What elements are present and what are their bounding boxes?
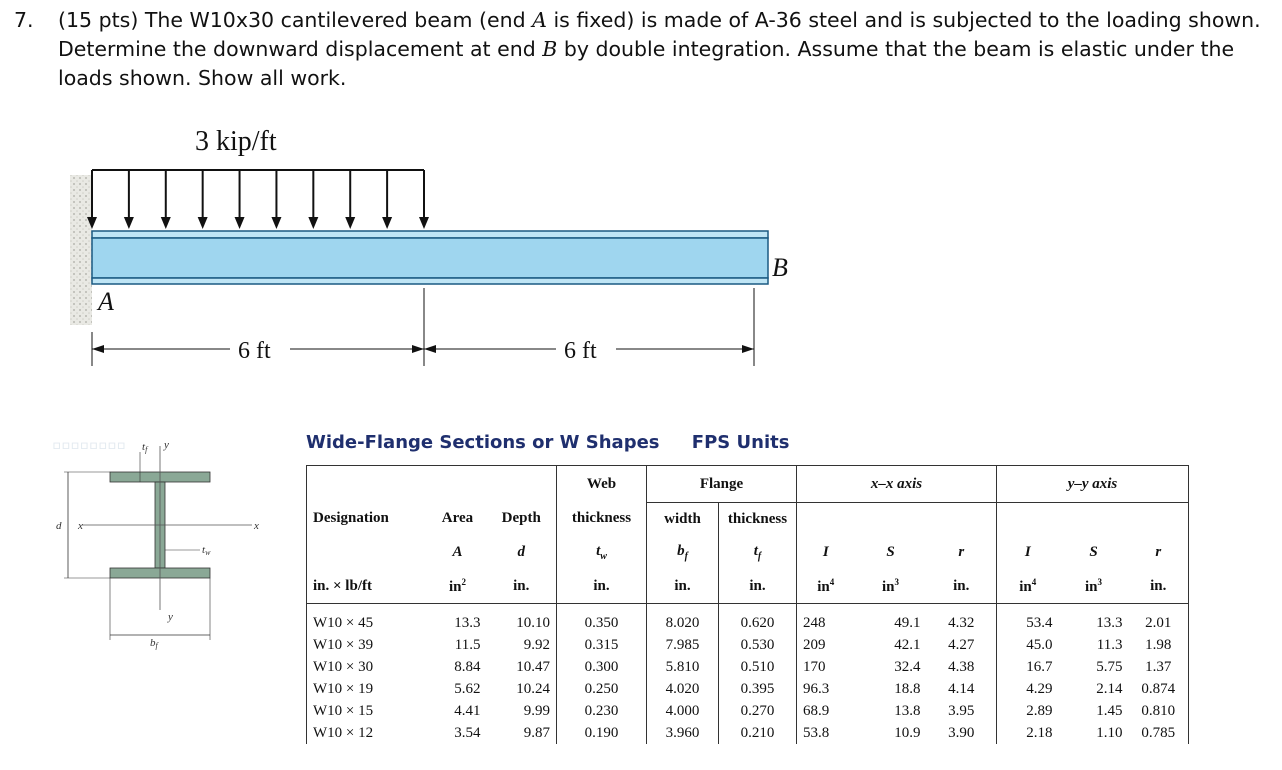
sym-tw: $t_w$ bbox=[557, 535, 647, 569]
table-row bbox=[307, 634, 1189, 656]
dim-arrow-mid-left bbox=[412, 345, 424, 353]
cell-des: W10 × 45 bbox=[307, 604, 429, 635]
table-title-row bbox=[306, 432, 815, 453]
sym-sx: S bbox=[886, 543, 895, 560]
unit-ix: $in^4$ bbox=[797, 569, 855, 604]
cell-ix: 68.9 bbox=[797, 700, 855, 722]
problem-var-b: B bbox=[542, 37, 558, 61]
cell-sx: 13.8 bbox=[894, 702, 921, 719]
fixed-support bbox=[70, 175, 92, 325]
table-units: FPS Units bbox=[691, 432, 790, 453]
cell-a: 13.3 bbox=[454, 614, 481, 631]
cell-ry: 0.810 bbox=[1129, 700, 1189, 722]
problem-var-a: A bbox=[532, 8, 547, 32]
cell-rx: 4.32 bbox=[948, 614, 975, 631]
cell-rx: 3.90 bbox=[948, 724, 975, 741]
cell-sx: 18.8 bbox=[894, 680, 921, 697]
cell-ix: 248 bbox=[797, 604, 855, 635]
cell-d: 10.47 bbox=[516, 658, 550, 675]
cell-a: 3.54 bbox=[454, 724, 481, 741]
sym-ix: I bbox=[797, 535, 855, 569]
label-a: A bbox=[98, 287, 114, 316]
problem-text-2: is fixed) is made of A-36 steel and is subjected to the loading shown. Determine the downward displacement at end bbox=[58, 8, 1261, 61]
load-arrow-head bbox=[161, 217, 171, 229]
cell-d: 10.24 bbox=[516, 680, 550, 697]
load-arrow-head bbox=[419, 217, 429, 229]
load-arrow-head bbox=[124, 217, 134, 229]
sym-depth: d bbox=[517, 543, 525, 560]
sym-sy: S bbox=[1089, 543, 1098, 560]
header-depth: Depth bbox=[501, 510, 541, 527]
cell-ry: 1.98 bbox=[1129, 634, 1189, 656]
table-row bbox=[307, 656, 1189, 678]
beam-bottom-flange bbox=[92, 278, 768, 284]
dim-label-left: 6 ft bbox=[238, 338, 271, 364]
cell-bf: 4.020 bbox=[665, 680, 700, 697]
cell-sy: 13.3 bbox=[1096, 614, 1123, 631]
cell-iy: 4.29 bbox=[997, 678, 1059, 700]
cell-sy: 5.75 bbox=[1096, 658, 1123, 675]
table-row bbox=[307, 722, 1189, 744]
cell-d: 9.92 bbox=[523, 636, 550, 653]
load-arrow-head bbox=[271, 217, 281, 229]
cell-des: W10 × 12 bbox=[307, 722, 429, 744]
header-xx-axis: x–x axis bbox=[797, 466, 997, 503]
table-row bbox=[307, 678, 1189, 700]
load-arrow-head bbox=[308, 217, 318, 229]
cell-sx: 42.1 bbox=[894, 636, 921, 653]
table-title: Wide-Flange Sections or W Shapes bbox=[306, 432, 660, 453]
header-web-thickness: thickness bbox=[557, 503, 647, 536]
unit-sx: $in^3$ bbox=[855, 569, 927, 604]
header-flange: Flange bbox=[647, 466, 797, 503]
cell-d: 10.10 bbox=[516, 614, 550, 631]
unit-sy: $in^3$ bbox=[1059, 569, 1129, 604]
cell-a: 11.5 bbox=[454, 636, 481, 653]
load-arrow-head bbox=[235, 217, 245, 229]
section-label-tw: tw bbox=[202, 544, 211, 557]
unit-tw: in. bbox=[557, 569, 647, 604]
table-row bbox=[307, 604, 1189, 635]
header-designation: Designation bbox=[307, 503, 429, 536]
cell-tw: 0.350 bbox=[557, 604, 647, 635]
cell-des: W10 × 39 bbox=[307, 634, 429, 656]
section-label-y-bottom: y bbox=[168, 611, 173, 623]
wide-flange-table bbox=[306, 465, 1189, 744]
cell-tw: 0.230 bbox=[557, 700, 647, 722]
cell-rx: 3.95 bbox=[948, 702, 975, 719]
cell-d: 9.87 bbox=[523, 724, 550, 741]
cell-iy: 2.18 bbox=[997, 722, 1059, 744]
cell-rx: 4.27 bbox=[948, 636, 975, 653]
load-arrow-head bbox=[345, 217, 355, 229]
load-arrow-head bbox=[382, 217, 392, 229]
distributed-load-arrows bbox=[87, 170, 429, 229]
section-label-bf: bf bbox=[150, 637, 158, 650]
label-b: B bbox=[772, 253, 788, 282]
problem-text-1: (15 pts) The W10x30 cantilevered beam (end bbox=[58, 8, 533, 32]
cell-a: 8.84 bbox=[454, 658, 481, 675]
beam-diagram bbox=[0, 110, 820, 380]
cell-des: W10 × 15 bbox=[307, 700, 429, 722]
cell-sx: 10.9 bbox=[894, 724, 921, 741]
cell-tf: 0.510 bbox=[719, 656, 797, 678]
header-yy-axis: y–y axis bbox=[997, 466, 1189, 503]
cell-sx: 49.1 bbox=[894, 614, 921, 631]
cell-des: W10 × 30 bbox=[307, 656, 429, 678]
problem-statement bbox=[14, 6, 1264, 93]
cell-tf: 0.210 bbox=[719, 722, 797, 744]
cell-iy: 53.4 bbox=[997, 604, 1059, 635]
unit-designation: in. × lb/ft bbox=[307, 569, 429, 604]
cell-sy: 2.14 bbox=[1096, 680, 1123, 697]
sym-area: A bbox=[452, 543, 463, 560]
cell-d: 9.99 bbox=[523, 702, 550, 719]
cell-tf: 0.270 bbox=[719, 700, 797, 722]
unit-ry: in. bbox=[1129, 569, 1189, 604]
cell-tf: 0.530 bbox=[719, 634, 797, 656]
cell-des: W10 × 19 bbox=[307, 678, 429, 700]
dim-arrow-left bbox=[92, 345, 104, 353]
cell-ry: 2.01 bbox=[1129, 604, 1189, 635]
cell-tw: 0.190 bbox=[557, 722, 647, 744]
w-section-diagram bbox=[52, 432, 292, 652]
cell-bf: 5.810 bbox=[665, 658, 700, 675]
table-row bbox=[307, 700, 1189, 722]
cell-tf: 0.395 bbox=[719, 678, 797, 700]
cell-a: 5.62 bbox=[454, 680, 481, 697]
header-area: Area bbox=[441, 510, 474, 527]
sym-iy: I bbox=[997, 535, 1059, 569]
dim-label-right: 6 ft bbox=[564, 338, 597, 364]
cell-ry: 1.37 bbox=[1129, 656, 1189, 678]
unit-bf: in. bbox=[647, 569, 719, 604]
cell-tf: 0.620 bbox=[719, 604, 797, 635]
ghost-background: ▫▫▫▫▫▫▫▫ bbox=[52, 432, 126, 460]
cell-iy: 16.7 bbox=[997, 656, 1059, 678]
section-label-y-top: y bbox=[164, 439, 169, 451]
cell-ry: 0.785 bbox=[1129, 722, 1189, 744]
unit-rx: in. bbox=[927, 569, 997, 604]
unit-tf: in. bbox=[719, 569, 797, 604]
section-label-tf: tf bbox=[142, 441, 148, 454]
cell-bf: 8.020 bbox=[665, 614, 700, 631]
problem-text-3: by double integration. Assume that the beam is elastic under the loads shown. Show all work. bbox=[58, 37, 1235, 90]
cell-iy: 2.89 bbox=[997, 700, 1059, 722]
cell-tw: 0.315 bbox=[557, 634, 647, 656]
sym-bf: $b_f$ bbox=[677, 542, 688, 562]
cell-bf: 4.000 bbox=[665, 702, 700, 719]
cell-ix: 96.3 bbox=[797, 678, 855, 700]
unit-iy: $in^4$ bbox=[997, 569, 1059, 604]
cell-ix: 170 bbox=[797, 656, 855, 678]
cell-sx: 32.4 bbox=[894, 658, 921, 675]
section-label-x-left: x bbox=[78, 520, 83, 532]
cell-ry: 0.874 bbox=[1129, 678, 1189, 700]
header-flange-thickness: thickness bbox=[719, 503, 797, 536]
cell-rx: 4.14 bbox=[948, 680, 975, 697]
cell-tw: 0.300 bbox=[557, 656, 647, 678]
cell-sy: 1.45 bbox=[1096, 702, 1123, 719]
header-web: Web bbox=[557, 466, 647, 503]
cell-rx: 4.38 bbox=[948, 658, 975, 675]
beam-top-flange bbox=[92, 231, 768, 238]
cell-sy: 11.3 bbox=[1096, 636, 1123, 653]
cell-a: 4.41 bbox=[454, 702, 481, 719]
sym-rx: r bbox=[958, 543, 965, 560]
sym-ry: r bbox=[1129, 535, 1189, 569]
beam-web bbox=[92, 238, 768, 278]
dim-arrow-right bbox=[742, 345, 754, 353]
problem-number: 7. bbox=[14, 8, 34, 32]
cell-ix: 53.8 bbox=[797, 722, 855, 744]
load-label: 3 kip/ft bbox=[195, 126, 277, 157]
section-label-x-right: x bbox=[254, 520, 259, 532]
cell-tw: 0.250 bbox=[557, 678, 647, 700]
unit-depth: in. bbox=[487, 569, 557, 604]
load-arrow-head bbox=[198, 217, 208, 229]
unit-area: $in^2$ bbox=[429, 569, 487, 604]
section-label-d: d bbox=[56, 520, 62, 532]
cell-ix: 209 bbox=[797, 634, 855, 656]
header-flange-width: width bbox=[664, 510, 701, 527]
cell-iy: 45.0 bbox=[997, 634, 1059, 656]
cell-bf: 7.985 bbox=[665, 636, 700, 653]
sym-tf: $t_f$ bbox=[719, 535, 797, 569]
cell-sy: 1.10 bbox=[1096, 724, 1123, 741]
cell-bf: 3.960 bbox=[665, 724, 700, 741]
dim-arrow-mid-right bbox=[424, 345, 436, 353]
